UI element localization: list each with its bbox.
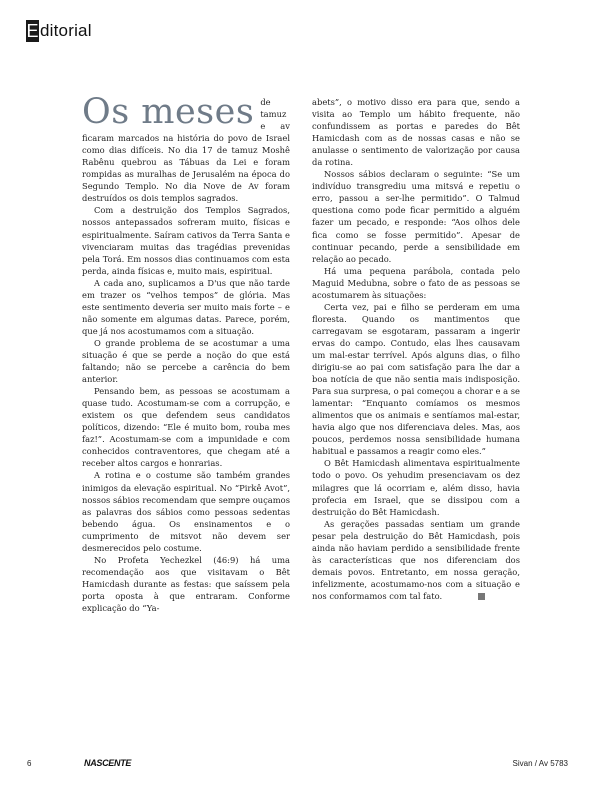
paragraph: No Profeta Yechezkel (46:9) há uma recomendação aos que visitavam o Bêt Hamicdash durante as festas: que saíssem pela porta oposta à que entraram. Conforme explicação do “Ya- [82, 554, 290, 613]
section-initial: E [26, 21, 39, 41]
section-header [26, 20, 92, 42]
paragraph: abets”, o motivo disso era para que, sendo a visita ao Templo um hábito frequente, não confundissem as portas e paredes do Bêt Hamicdash com as de nossas casas e não se anulasse o sentimento de valorização por causa da rotina. [312, 97, 520, 168]
dropcap-title: Os meses [82, 92, 255, 132]
paragraph [82, 92, 290, 204]
paragraph: Com a destruição dos Templos Sagrados, nossos antepassados sofreram muito, físicas e espiritualmente. Saíram cativos da Terra Santa e vivenciaram muitas das tragédias prevenidas pela Torá. Em nossos dias continuamos com esta perda, ainda físicas e, muito mais, espiritual. [82, 205, 290, 276]
page-footer [0, 758, 595, 774]
paragraph: Nossos sábios declaram o seguinte: “Se um indivíduo transgrediu uma mitsvá e repetiu o erro, passou a ser-lhe permitido”. O Talmud questiona como pode ficar permitido a alguém fazer um pecado, e responde: “Aos olhos dele fica como se fosse permitido”. Apesar de continuar pecando, perde a sensibilidade em relação ao pecado. [312, 169, 520, 264]
paragraph: A rotina e o costume são também grandes inimigos da elevação espiritual. No “Pirkê Avot”, nossos sábios recomendam que sempre ouçamos as palavras dos sábios como pessoas sedentas bebendo água. Os ensinamentos e o cumprimento de mitsvot não devem ser desmerecidos pelo costume. [82, 470, 290, 553]
article-column-2 [312, 96, 520, 602]
paragraph: Certa vez, pai e filho se perderam em uma floresta. Quando os mantimentos que carregavam se esgotaram, passaram a ingerir ervas do campo. Contudo, elas lhes causavam um mal-estar terrível. Após alguns dias, o filho dirigiu-se ao pai com satisfação para lhe dar a boa notícia de que não sentia mais indisposição. Para sua surpresa, o pai começou a chorar e a se lamentar: “Enquanto comíamos os mesmos alimentos que os animais e sentíamos mal-estar, havia algo que nos diferenciava deles. Mas, aos poucos, perdemos nossa sensibilidade humana habitual e passamos a reagir como eles.” [312, 301, 520, 457]
paragraph: A cada ano, suplicamos a D'us que não tarde em trazer os “velhos tempos” de glória. Mas este sentimento deveria ser muito mais forte – e não somente em algumas datas. Parece, porém, que já nos acostumamos com a situação. [82, 277, 290, 336]
paragraph [312, 518, 520, 602]
paragraph-text: de tamuz e av ficaram marcados na história do povo de Israel como dias difíceis. No dia 17 de tamuz Moshê Rabênu quebrou as Tábuas da Lei e foram rompidas as muralhas de Jerusalém na época do Segundo Templo. No dia Nove de Av foram destruídos os dois templos sagrados. [82, 97, 290, 204]
end-of-article-mark [478, 593, 485, 600]
paragraph: O grande problema de se acostumar a uma situação é que se perde a noção do que está faltando; não se percebe a carência do bem anterior. [82, 337, 290, 385]
magazine-logo: NASCENTE [84, 758, 132, 768]
paragraph-text: As gerações passadas sentiam um grande pesar pela destruição do Bêt Hamicdash, pois ainda não haviam perdido a sensibilidade frente às características que nos diferenciam dos demais povos. Entretanto, em nossa geração, infelizmente, acostumamo-nos com a situação e nos conformamos com tal fato. [312, 518, 520, 601]
paragraph: Há uma pequena parábola, contada pelo Maguid Medubna, sobre o fato de as pessoas se acostumarem às situações: [312, 265, 520, 300]
page-number: 6 [27, 759, 32, 768]
issue-date: Sivan / Av 5783 [512, 759, 568, 768]
paragraph: O Bêt Hamicdash alimentava espiritualmente todo o povo. Os yehudim presenciavam os dez milagres que lá ocorriam e, além disso, havia profecia em Israel, que se dissipou com a destruição do Bêt Hamicdash. [312, 458, 520, 517]
section-title: ditorial [40, 21, 92, 40]
paragraph: Pensando bem, as pessoas se acostumam a quase tudo. Acostumam-se com a corrupção, e existem os que defendem seus candidatos políticos, dizendo: “Ele é muito bom, rouba mes faz!”. Acostumam-se com a impunidade e com conhecidos contraventores, que chegam até a receber altos cargos e honrarias. [82, 386, 290, 469]
article-column-1 [82, 92, 290, 614]
